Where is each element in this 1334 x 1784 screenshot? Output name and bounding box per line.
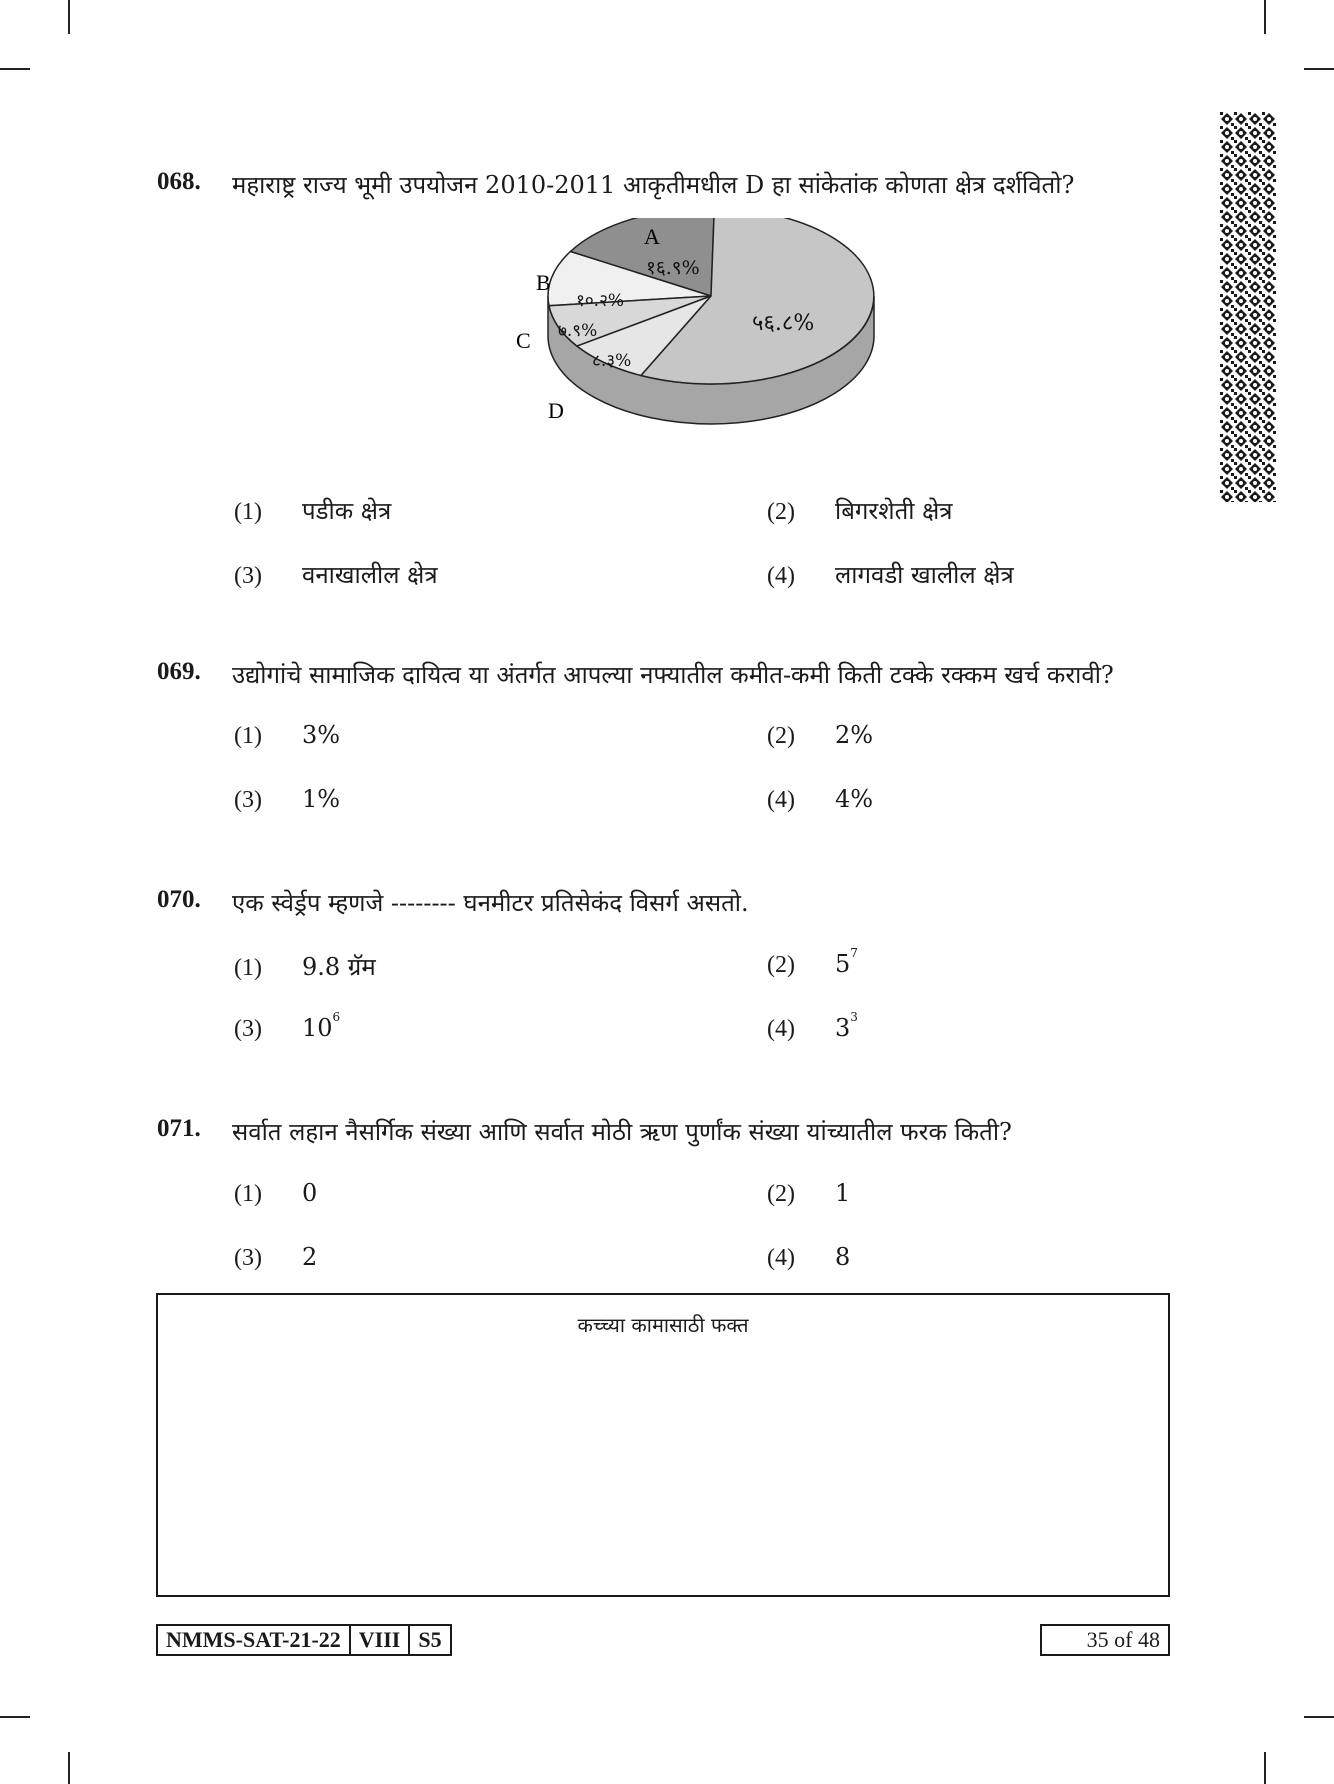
decorative-pattern	[1220, 112, 1276, 502]
option-1[interactable]: (1) 0	[234, 1179, 318, 1207]
option-2[interactable]: (2) $5^7$	[767, 946, 858, 978]
option-3[interactable]: (3) 1%	[234, 785, 341, 813]
option-2[interactable]: (2) 1	[767, 1179, 851, 1207]
option-4[interactable]: (4) $3^3$	[767, 1010, 858, 1042]
option-4[interactable]: (4) 8	[767, 1243, 851, 1271]
crop-mark	[1264, 1752, 1266, 1784]
slice-value-label: १०.२%	[576, 291, 625, 311]
question-number: 069.	[157, 658, 201, 685]
crop-mark	[1304, 68, 1334, 70]
slice-value-label: ५६.८%	[752, 311, 815, 336]
slice-value-label: १६.९%	[646, 257, 700, 279]
question-number: 070.	[157, 886, 201, 913]
slice-letter-a: A	[644, 224, 660, 249]
question-number: 068.	[157, 168, 201, 195]
crop-mark	[0, 68, 30, 70]
rough-work-box	[156, 1293, 1170, 1597]
slice-value-label: ७.९%	[558, 321, 598, 341]
crop-mark	[1264, 0, 1266, 34]
option-3[interactable]: (3) 2	[234, 1243, 318, 1271]
question-text: उद्योगांचे सामाजिक दायित्व या अंतर्गत आपल्या नफ्यातील कमीत-कमी किती टक्के रक्कम खर्च करावी?	[232, 661, 1114, 689]
option-3[interactable]: (3) $10^6$	[234, 1010, 341, 1042]
option-1[interactable]: (1) पडीक क्षेत्र	[234, 497, 392, 525]
question-text: सर्वात लहान नैसर्गिक संख्या आणि सर्वात मोठी ऋण पुर्णांक संख्या यांच्यातील फरक किती?	[232, 1118, 1012, 1146]
paper-code-box	[156, 1624, 452, 1656]
slice-letter-d: D	[548, 398, 564, 423]
option-1[interactable]: (1) 9.8 ग्रॅम	[234, 953, 376, 981]
question-number: 071.	[157, 1115, 201, 1142]
option-2[interactable]: (2) बिगरशेती क्षेत्र	[767, 497, 953, 525]
crop-mark	[0, 1716, 30, 1718]
set-label: S5	[408, 1626, 449, 1654]
rough-work-title: कच्च्या कामासाठी फक्त	[577, 1313, 749, 1337]
crop-mark	[68, 1752, 70, 1784]
option-3[interactable]: (3) वनाखालील क्षेत्र	[234, 561, 438, 589]
slice-letter-c: C	[516, 328, 531, 353]
option-4[interactable]: (4) लागवडी खालील क्षेत्र	[767, 561, 1014, 589]
crop-mark	[1304, 1716, 1334, 1718]
question-text: एक स्वेर्ड्रप म्हणजे -------- घनमीटर प्रतिसेकंद विसर्ग असतो.	[232, 889, 749, 917]
option-4[interactable]: (4) 4%	[767, 785, 874, 813]
option-1[interactable]: (1) 3%	[234, 721, 341, 749]
option-2[interactable]: (2) 2%	[767, 721, 874, 749]
paper-code: NMMS-SAT-21-22	[166, 1627, 341, 1652]
crop-mark	[68, 0, 70, 34]
slice-value-label: ८.३%	[592, 351, 632, 371]
class-label: VIII	[349, 1626, 409, 1654]
page-number: 35 of 48	[1086, 1627, 1160, 1652]
slice-letter-b: B	[536, 270, 551, 295]
question-text: महाराष्ट्र राज्य भूमी उपयोजन 2010-2011 आकृतीमधील D हा सांकेतांक कोणता क्षेत्र दर्शवितो?	[232, 171, 1075, 199]
pie-chart	[500, 218, 920, 450]
page-number-box	[1040, 1624, 1170, 1656]
